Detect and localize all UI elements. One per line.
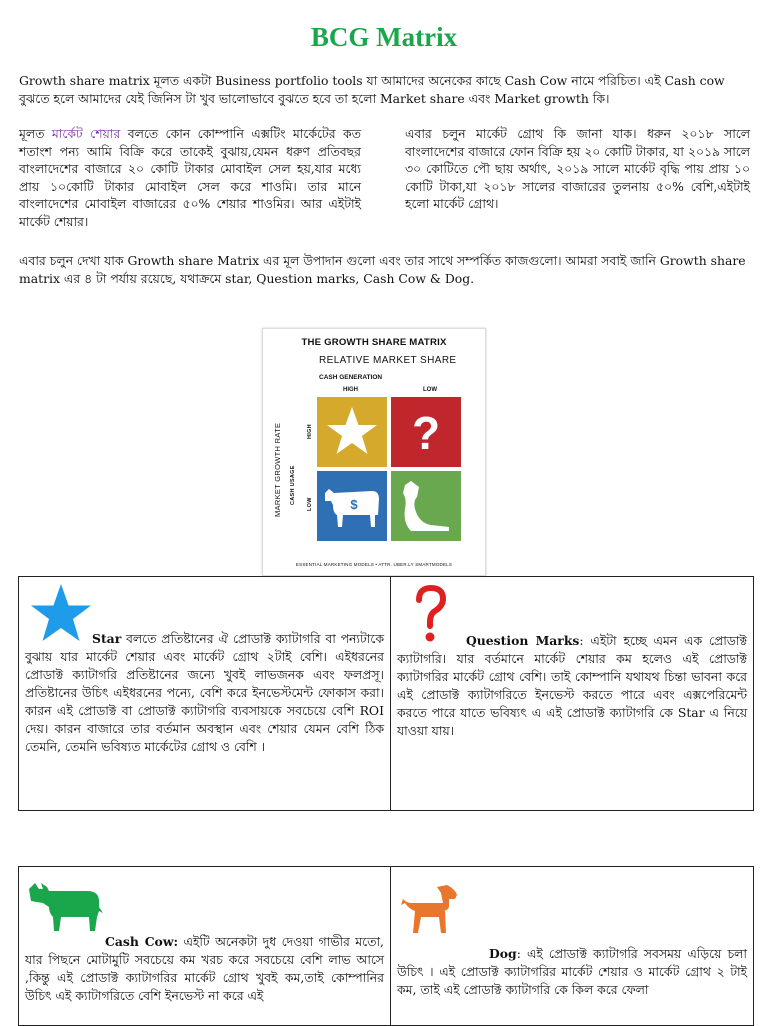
cash-cow-text: এইটি অনেকটা দুধ দেওয়া গাভীর মতো, যার পিছনে মোটামুটি সবচেয়ে কম খরচ করে সবচেয়ে বেশি লাভ আসে ,কিন্তু এই প্রোডাক্ট ক্যাটাগরির মার্কেট গ্রোথ খুবই কম,তাই কোম্পানির উচিৎ এই ক্যাটাগরিতে বেশি ইনভেস্ট না করে এই — [25, 934, 384, 1003]
figure-title: THE GROWTH SHARE MATRIX — [301, 337, 447, 348]
figure-cash-generation: CASH GENERATION — [319, 374, 383, 381]
market-growth-paragraph: এবার চলুন মার্কেট গ্রোথ কি জানা যাক। ধরুন ২০১৮ সালে বাংলাদেশের বাজারে ফোন বিক্রি হয় ২০ কোটি টাকার, যা ২০১৯ সালে ৩০ কোটিতে পৌ ছায় অর্থাৎ, ২০১৯ সালে মার্কেট বৃদ্ধি পায় প্রায় ১০ কোটি টাকা,যা ২০১৮ সালের বাজারের তুলনায় ৫০% বেশি,এইটাই হলো মার্কেট গ্রোথ। — [405, 126, 750, 211]
cow-icon — [317, 471, 387, 541]
page-title: BCG Matrix — [310, 22, 458, 52]
market-share-lead: মূলত — [19, 126, 52, 141]
figure-col-low: LOW — [423, 387, 437, 393]
svg-text:?: ? — [411, 407, 441, 459]
components-intro-paragraph: এবার চলুন দেখা যাক Growth share Matrix এর মূল উপাদান গুলো এবং তার সাথে সম্পর্কিত কাজগুলো। আমরা সবাই জানি Growth share matrix এর ৪ টা পর্যায় রয়েছে, যথাক্রমে star, Question marks, Cash Cow & Dog. — [19, 253, 746, 286]
dog-quadrant — [391, 471, 461, 541]
question-mark-icon — [391, 397, 461, 467]
growth-share-matrix-figure — [262, 328, 486, 576]
market-share-highlight: মার্কেট শেয়ার — [51, 126, 121, 141]
market-share-paragraph — [19, 125, 361, 230]
question-label: Question Marks — [466, 633, 580, 648]
star-icon — [317, 397, 387, 467]
figure-col-high: HIGH — [343, 387, 358, 393]
dog-icon — [391, 471, 461, 541]
figure-market-growth-rate: MARKET GROWTH RATE — [273, 422, 282, 517]
question-mark-icon — [413, 584, 449, 644]
figure-cash-usage: CASH USAGE — [290, 465, 296, 505]
cash-cow-label: Cash Cow: — [105, 934, 179, 949]
star-quadrant — [317, 397, 387, 467]
market-share-rest: বলতে কোন কোম্পানি এক্সটিং মার্কেটের কত শতাংশ পন্য আমি বিক্রি করে তাকেই বুঝায়,যেমন ধরুণ প্রতিবছর বাংলাদেশের বাজারে ২০ কোটি টাকার মোবাইল সেল হয়,যার মধ্যে প্রায় ১০কোটি টাকার মোবাইল সেল করে শাওমি। তার মানে বাংলাদেশের মোবাইল বাজারের ৫০% শেয়ার শাওমির। আর এইটাই মার্কেট শেয়ার। — [19, 126, 361, 229]
cow-icon — [27, 879, 105, 933]
star-label: Star — [92, 631, 122, 646]
dog-text: : এই প্রোডাক্ট ক্যাটাগরি সবসময় এড়িয়ে চলা উচিৎ । এই প্রোডাক্ট ক্যাটাগরির মার্কেট শেয়ার ও মার্কেট গ্রোথ ২ টাই কম, তাই এই প্রোডাক্ট ক্যাটাগরি কে কিল করে ফেলা — [397, 946, 747, 997]
figure-relative-market-share: RELATIVE MARKET SHARE — [319, 355, 457, 366]
star-cell — [19, 577, 391, 811]
dog-icon — [399, 883, 459, 935]
dog-description — [391, 945, 753, 999]
svg-text:$: $ — [350, 497, 358, 512]
question-text: : এইটা হচ্ছে এমন এক প্রোডাক্ট ক্যাটাগরি। যার বর্তমানে মার্কেট শেয়ার কম হলেও এই প্রোডাক্ট ক্যাটাগরির মার্কেট গ্রোথ বেশি। তাই কোম্পানি যথাযথ চিন্তা ভাবনা করে এই প্রোডাক্ট ক্যাটাগরিতে ইনভেস্ট করতে পারে এবং এক্সপেরিমেন্ট করতে পারে যাতে ভবিষ্যৎ এ এই প্রোডাক্ট ক্যাটাগরি কে Star এ নিয়ে যাওয়া যায়। — [397, 633, 748, 738]
figure-row-high: HIGH — [307, 424, 313, 439]
question-description — [391, 632, 753, 740]
dog-label: Dog — [489, 946, 517, 961]
intro-paragraph: Growth share matrix মূলত একটা Business portfolio tools যা আমাদের অনেকের কাছে Cash Cow নামে পরিচিত। এই Cash cow বুঝতে হলে আমাদের যেই জিনিস টা খুব ভালোভাবে বুঝতে হবে তা হলো Market share এবং Market growth কি। — [19, 73, 725, 106]
dog-cell — [391, 867, 754, 1026]
cash-cow-description — [19, 933, 390, 1005]
star-description — [19, 630, 390, 756]
star-icon — [29, 582, 93, 644]
figure-row-low: LOW — [307, 497, 313, 511]
question-cell — [391, 577, 754, 811]
figure-footer: ESSENTIAL MARKETING MODELS • ATTR. UBER.LY SMARTMODELS — [295, 562, 453, 567]
star-question-table — [18, 576, 754, 811]
cow-dog-table — [18, 866, 754, 1026]
cash-cow-cell — [19, 867, 391, 1026]
star-text: বলতে প্রতিষ্টানের ঐ প্রোডাক্ট ক্যাটাগরি বা পন্যটাকে বুঝায় যার মার্কেট শেয়ার এবং মার্কেট গ্রোথ ২টাই বেশি। এইধরনের প্রোডাক্ট ক্যাটাগরি প্রতিষ্টানের জন্যে খুবই লাভজনক এবং ফলপ্রসূ। প্রতিষ্টানের উচিৎ এইধরনের পন্যে, বেশি করে ইনভেস্টমেন্ট ফোকাস করা। কারন এই প্রোডাক্ট বা প্রোডাক্ট ক্যাটাগরি ব্যবসায়কে সবচেয়ে বেশি ROI দেয়। কারন বাজারে তার বর্তমান অবস্থান এবং শেয়ার যেমন বেশি ঠিক তেমনি, তেমনি ভবিষ্যত মার্কেটের গ্রোথ ও বেশি । — [25, 631, 384, 754]
question-quadrant — [391, 397, 461, 467]
cash-cow-quadrant — [317, 471, 387, 541]
